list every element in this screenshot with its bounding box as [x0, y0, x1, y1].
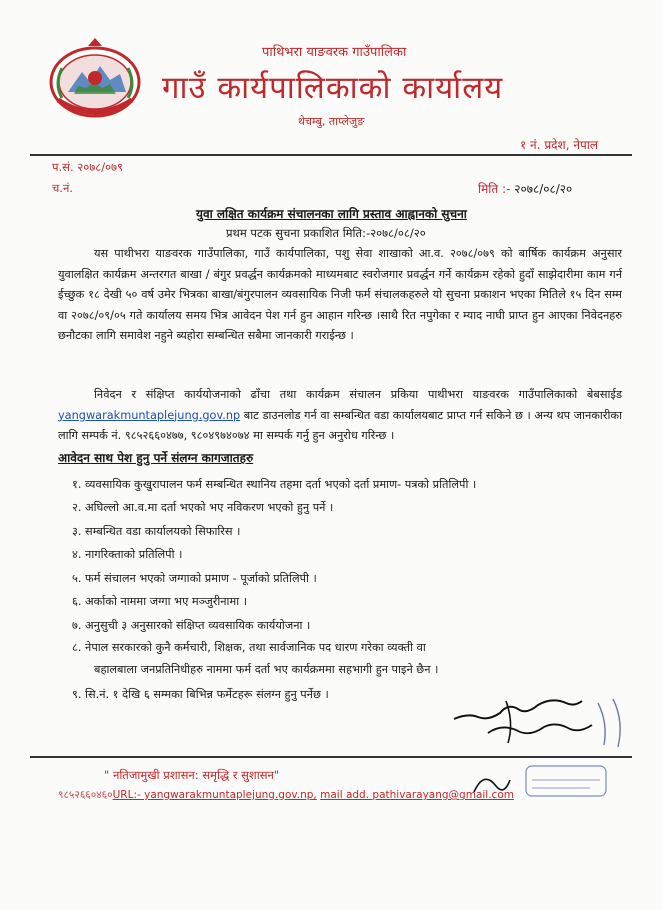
reference-ps: प.सं. २०७८/०७९ — [52, 160, 124, 174]
paragraph-2-text-a: निवेदन र संक्षिप्त कार्ययोजनाको ढाँचा तथा कार्यक्रम संचालन प्रकिया पाथीभरा याङवरक गाउँपालिकाको बेबसाईड — [94, 388, 622, 401]
nepal-emblem-logo — [48, 38, 142, 122]
office-address: थेचम्बु, ताप्लेजुङ — [298, 115, 365, 128]
list-item: ७. अनुसुची ३ अनुसारको संक्षिप्त व्यवसायिक कार्ययोजना । — [72, 619, 311, 632]
signature-image — [448, 693, 636, 751]
list-item: ४. नागरिक्ताको प्रतिलिपी । — [72, 548, 183, 561]
date-value: २०७८/०८/२० — [514, 182, 573, 196]
footer-contact — [58, 788, 514, 802]
website-link[interactable]: yangwarakmuntaplejung.gov.np — [58, 408, 241, 422]
office-title: गाउँ कार्यपालिकाको कार्यालय — [162, 70, 504, 106]
motto: " नतिजामुखी प्रशासन: समृद्धि र सुशासन" — [104, 768, 280, 782]
list-item-continuation: बहालबाला जनप्रतिनिधीहरु नाममा फर्म दर्ता भए कार्यक्रममा सहभागी हुन पाइने छैन । — [94, 663, 439, 676]
list-item: ८. नेपाल सरकारको कुनै कर्मचारी, शिक्षक, तथा सार्वजानिक पद धारण गरेका व्यक्ती वा — [72, 641, 426, 654]
footer-url-link[interactable]: URL:- yangwarakmuntaplejung.gov.np, — [112, 789, 317, 801]
notice-paragraph-2 — [58, 385, 622, 447]
notice-title: युवा लक्षित कार्यक्रम संचालनका लागि प्रस्ताव आह्वानको सुचना — [196, 207, 467, 221]
municipality-name: पाथिभरा याङवरक गाउँपालिका — [262, 45, 407, 60]
reference-cn: च.नं. — [52, 181, 73, 195]
date-label: मिति :- — [478, 182, 511, 196]
list-item: २. अघिल्लो आ.व.मा दर्ता भएको भए नविकरण भएको हुनु पर्ने । — [72, 501, 334, 514]
paragraph-2-text-b: बाट डाउनलोड गर्न वा सम्बन्धित वडा कार्यालयबाट प्राप्त गर्न सकिने छ । अन्य थप जानकारीका लागि सम्पर्क नं. ९८५२६६०४७७, ९८०४९७४०७४ मा सम्पर्क गर्नु हुन अनुरोध गरिन्छ । — [58, 408, 623, 443]
list-item: ३. सम्बन्धित वडा कार्यालयको सिफारिस । — [72, 525, 241, 538]
province-label: १ नं. प्रदेश, नेपाल — [520, 138, 599, 152]
requirements-heading: आवेदन साथ पेश हुनु पर्ने संलग्न कागजातहरु — [58, 451, 254, 465]
date-line — [478, 180, 572, 197]
footer-email-link[interactable]: mail add. pathivarayang@gmail.com — [320, 789, 514, 801]
list-item: ६. अर्काको नाममा जग्गा भए मञ्जुरीनामा । — [72, 595, 248, 608]
list-item: ९. सि.नं. १ देखि ६ सम्मका बिभिन्न फर्मेटहरू संलग्न हुनु पर्नेछ । — [72, 688, 329, 701]
notice-subtitle: प्रथम पटक सुचना प्रकाशित मिति:-२०७८/०८/२० — [226, 226, 426, 240]
list-item: ५. फर्म संचालन भएको जग्गाको प्रमाण - पूर्जाको प्रतिलिपी । — [72, 572, 317, 585]
notice-paragraph-1: यस पाथीभरा याङवरक गाउँपालिका, गाउँ कार्यपालिका, पशु सेवा शाखाको आ.व. २०७८/०७९ को बार्षिक कार्यक्रम अनुसार युवालक्षित कार्यक्रम अन्तरगत बाखा / बंगुर प्रवर्द्धन कार्यक्रमको माध्यमबाट स्वरोजगार प्रवर्द्धन गर्ने कार्यक्रम रहेको हुदाँ साझेदारीमा काम गर्न ईच्छुक १८ देखी ५० वर्ष उमेर भित्रका बाखा/बंगुरपालन व्यवसायिक निजी फर्म संचालकहरुले यो सुचना प्रकाशन भएका मितिले १५ दिन सम्म वा २०७८/०९/०५ गते कार्यालय समय भित्र आवेदन पेश गर्न हुन आहान गरिन्छ ।साथै रित नपुगेका र म्याद नाघी प्राप्त हुन आएका निवेदनहरु छनौटका लागि समावेश नहुने ब्यहोरा सम्बन्धित सबैमा जानकारी गराईन्छ । — [58, 247, 622, 343]
footer-divider — [30, 756, 632, 758]
footer-phone: ९८५२६६०४६० — [58, 789, 113, 801]
header-divider — [30, 154, 632, 156]
list-item: १. व्यवसायिक कुखुरापालन फर्म सम्बन्धित स्थानिय तहमा दर्ता भएको दर्ता प्रमाण- पत्रको प्रतिलिपी । — [72, 478, 477, 491]
